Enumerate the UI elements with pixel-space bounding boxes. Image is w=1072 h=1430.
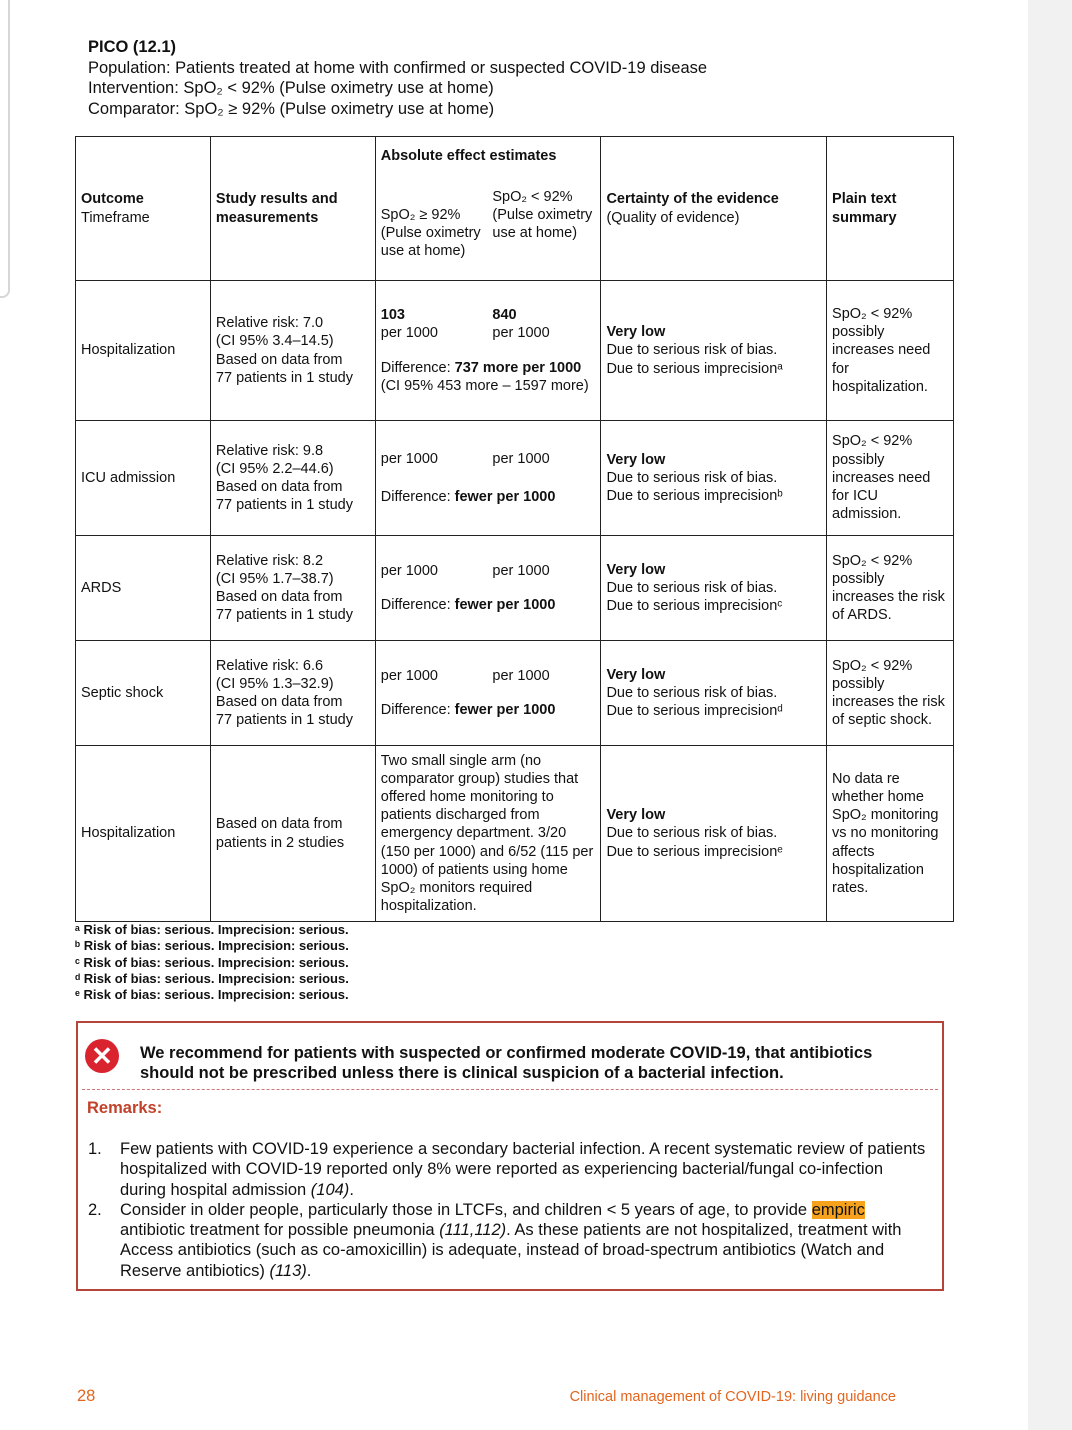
recommendation-box (76, 1021, 944, 1291)
certainty-cell: Very low Due to serious risk of bias. Due to serious imprecisionᵈ (601, 641, 827, 746)
page-edge-decoration (0, 0, 10, 298)
page-number: 28 (77, 1387, 96, 1405)
footnote: ᵉ Risk of bias: serious. Imprecision: serious. (75, 987, 349, 1003)
certainty-cell: Very low Due to serious risk of bias. Due to serious imprecisionᶜ (601, 536, 827, 641)
certainty-cell: Very low Due to serious risk of bias. Due to serious imprecisionᵇ (601, 421, 827, 536)
list-item: 2. Consider in older people, particularly those in LTCFs, and children < 5 years of age, to provide empiric antibiotic treatment for possible pneumonia (111,112). As these patients are not hospitalized, treatment with Access antibiotics (such as co-amoxicillin) is adequate, instead of broad-spectrum antibiotics (Watch and Reserve antibiotics) (113). (88, 1200, 902, 1280)
list-item: 1. Few patients with COVID-19 experience a secondary bacterial infection. A recent systematic review of patients hospitalized with COVID-19 reported only 8% were reported as experiencing bacterial/fungal co-infection during hospital admission (104). (88, 1140, 926, 1199)
outcome-cell: ARDS (76, 536, 211, 641)
absolute-effect-cell: per 1000 per 1000 Difference: fewer per 1000 (375, 641, 601, 746)
header-study-results: Study results and measurements (210, 137, 375, 281)
absolute-effect-cell: Two small single arm (no comparator group) studies that offered home monitoring to patients discharged from emergency department. 3/20 (150 per 1000) and 6/52 (115 per 1000) of patients using home SpO₂ monitors required hospitalization. (375, 746, 601, 922)
x-circle-icon: ✕ (85, 1039, 119, 1073)
absolute-effect-cell: per 1000 per 1000 Difference: fewer per 1000 (375, 421, 601, 536)
header-certainty: Certainty of the evidence (Quality of evidence) (601, 137, 827, 281)
outcome-cell: Hospitalization (76, 746, 211, 922)
footnote: ᵇ Risk of bias: serious. Imprecision: serious. (75, 938, 349, 954)
footnote: ᵈ Risk of bias: serious. Imprecision: serious. (75, 970, 349, 986)
pico-title: PICO (12.1) (88, 38, 177, 56)
study-results-cell: Based on data from patients in 2 studies (210, 746, 375, 922)
footer-title: Clinical management of COVID-19: living guidance (569, 1389, 896, 1405)
table-header-row-1 (76, 137, 954, 169)
summary-cell: SpO₂ < 92% possibly increases the risk of septic shock. (827, 641, 954, 746)
outcome-cell: Hospitalization (76, 281, 211, 421)
certainty-cell: Very low Due to serious risk of bias. Due to serious imprecisionᵃ (601, 281, 827, 421)
header-comparator: SpO₂ ≥ 92% (Pulse oximetry use at home) (380, 206, 481, 260)
pico-population: Population: Patients treated at home with confirmed or suspected COVID-19 disease (88, 58, 708, 77)
summary-cell: SpO₂ < 92% possibly increases need for hospitalization. (827, 281, 954, 421)
summary-cell: SpO₂ < 92% possibly increases the risk of ARDS. (827, 536, 954, 641)
absolute-effect-cell: 103 per 1000 840 per 1000 Difference: 737 more per 1000 (CI 95% 453 more – 1597 more) (375, 281, 601, 421)
pico-intervention: Intervention: SpO₂ < 92% (Pulse oximetry use at home) (88, 79, 494, 97)
absolute-effect-cell: per 1000 per 1000 Difference: fewer per 1000 (375, 536, 601, 641)
remarks-label: Remarks: (87, 1099, 163, 1117)
citation: (104) (310, 1180, 350, 1199)
summary-of-findings-table (75, 136, 954, 922)
divider (82, 1089, 938, 1090)
footnote: ᶜ Risk of bias: serious. Imprecision: serious. (75, 954, 349, 970)
table-row (76, 746, 954, 922)
header-plain-text: Plain text summary (827, 137, 954, 281)
outcome-cell: Septic shock (76, 641, 211, 746)
outcome-cell: ICU admission (76, 421, 211, 536)
pico-comparator: Comparator: SpO₂ ≥ 92% (Pulse oximetry use at home) (88, 99, 495, 118)
header-outcome: Outcome Timeframe (76, 137, 211, 281)
summary-cell: No data re whether home SpO₂ monitoring vs no monitoring affects hospitalization rates. (827, 746, 954, 922)
table-row (76, 421, 954, 536)
pico-header (88, 37, 707, 119)
table-row (76, 536, 954, 641)
study-results-cell: Relative risk: 9.8 (CI 95% 2.2–44.6) Based on data from 77 patients in 1 study (210, 421, 375, 536)
table-row (76, 641, 954, 746)
table-footnotes (75, 922, 349, 1003)
recommendation-text: We recommend for patients with suspected or confirmed moderate COVID-19, that antibiotics should not be prescribed unless there is clinical suspicion of a bacterial infection. (140, 1044, 873, 1082)
viewer-gutter (1028, 0, 1072, 1430)
citation: (113) (269, 1261, 307, 1280)
study-results-cell: Relative risk: 6.6 (CI 95% 1.3–32.9) Based on data from 77 patients in 1 study (210, 641, 375, 746)
header-absolute-columns (375, 169, 601, 281)
certainty-cell: Very low Due to serious risk of bias. Due to serious imprecisionᵉ (601, 746, 827, 922)
citation: (111,112) (439, 1221, 507, 1240)
footnote: ᵃ Risk of bias: serious. Imprecision: serious. (75, 922, 349, 937)
summary-cell: SpO₂ < 92% possibly increases need for ICU admission. (827, 421, 954, 536)
highlighted-text: empiric (811, 1200, 865, 1219)
header-absolute-effect: Absolute effect estimates (375, 137, 601, 169)
study-results-cell: Relative risk: 7.0 (CI 95% 3.4–14.5) Based on data from 77 patients in 1 study (210, 281, 375, 421)
remarks-list (88, 1139, 928, 1281)
header-intervention: SpO₂ < 92% (Pulse oximetry use at home) (492, 188, 593, 242)
study-results-cell: Relative risk: 8.2 (CI 95% 1.7–38.7) Based on data from 77 patients in 1 study (210, 536, 375, 641)
table-row (76, 281, 954, 421)
